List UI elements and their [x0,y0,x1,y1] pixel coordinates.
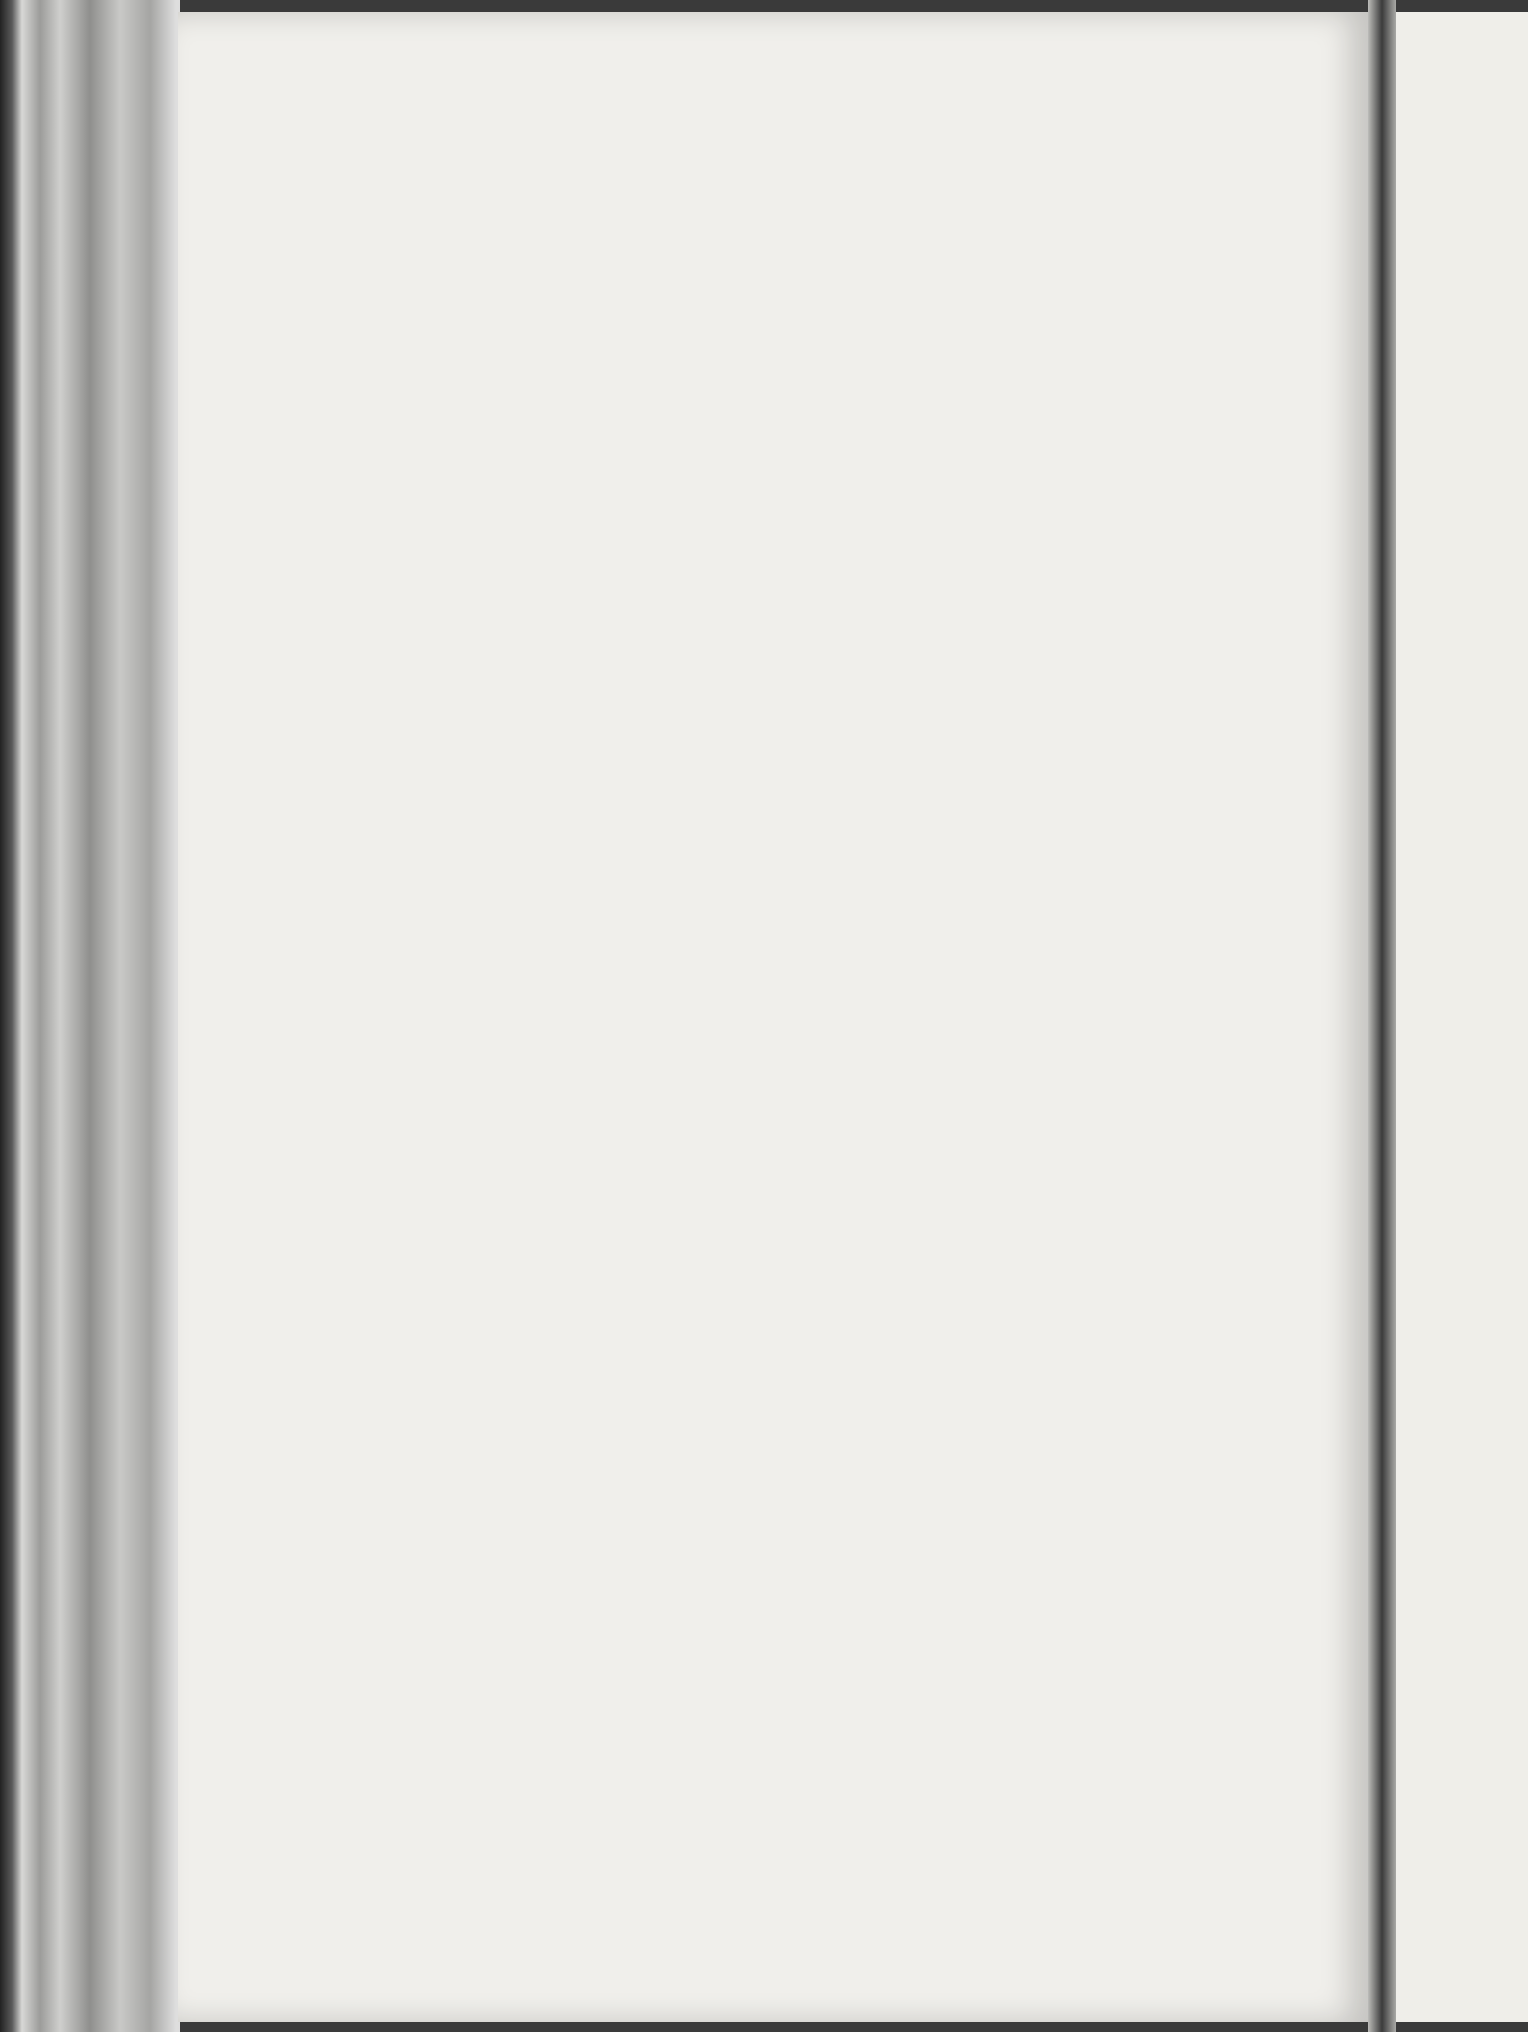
book-spine-edge [0,0,180,2032]
section-39-intro [430,574,1300,608]
section-38-line-1 [430,404,1300,438]
book-gutter [1368,0,1396,2032]
left-page [178,12,1368,2022]
right-page [1396,12,1528,2022]
